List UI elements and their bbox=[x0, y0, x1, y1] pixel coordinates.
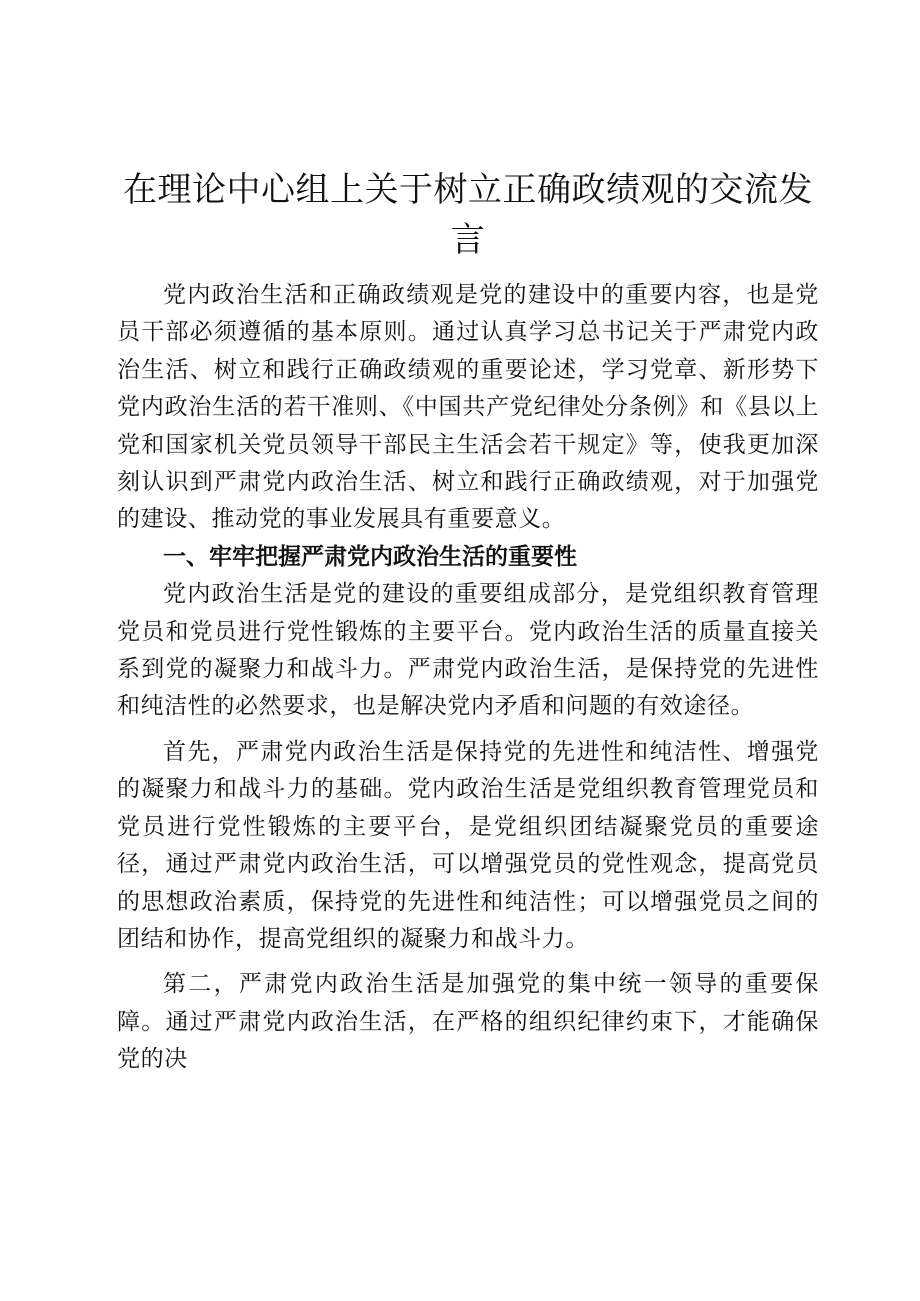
document-page bbox=[117, 165, 819, 1079]
section-heading-1: 一、牢牢把握严肃党内政治生活的重要性 bbox=[163, 543, 577, 570]
paragraph-second-point: 第二，严肃党内政治生活是加强党的集中统一领导的重要保障。通过严肃党内政治生活，在严格的组织纪律约束下，才能确保党的决 bbox=[117, 971, 819, 1073]
paragraph-intro: 党内政治生活和正确政绩观是党的建设中的重要内容，也是党员干部必须遵循的基本原则。通过认真学习总书记关于严肃党内政治生活、树立和践行正确政绩观的重要论述，学习党章、新形势下党内政治生活的若干准则、《中国共产党纪律处分条例》和《县以上党和国家机关党员领导干部民主生活会若干规定》等，使我更加深刻认识到严肃党内政治生活、树立和践行正确政绩观，对于加强党的建设、推动党的事业发展具有重要意义。 bbox=[117, 282, 819, 533]
paragraph-first-point: 首先，严肃党内政治生活是保持党的先进性和纯洁性、增强党的凝聚力和战斗力的基础。党内政治生活是党组织教育管理党员和党员进行党性锻炼的主要平台，是党组织团结凝聚党员的重要途径，通过严肃党内政治生活，可以增强党员的党性观念，提高党员的思想政治素质，保持党的先进性和纯洁性；可以增强党员之间的团结和协作，提高党组织的凝聚力和战斗力。 bbox=[117, 738, 819, 952]
document-title: 在理论中心组上关于树立正确政绩观的交流发言 bbox=[123, 170, 813, 260]
document-body bbox=[117, 277, 819, 1079]
paragraph-importance: 党内政治生活是党的建设的重要组成部分，是党组织教育管理党员和党员进行党性锻炼的主要平台。党内政治生活的质量直接关系到党的凝聚力和战斗力。严肃党内政治生活，是保持党的先进性和纯洁性的必然要求，也是解决党内矛盾和问题的有效途径。 bbox=[117, 581, 819, 720]
